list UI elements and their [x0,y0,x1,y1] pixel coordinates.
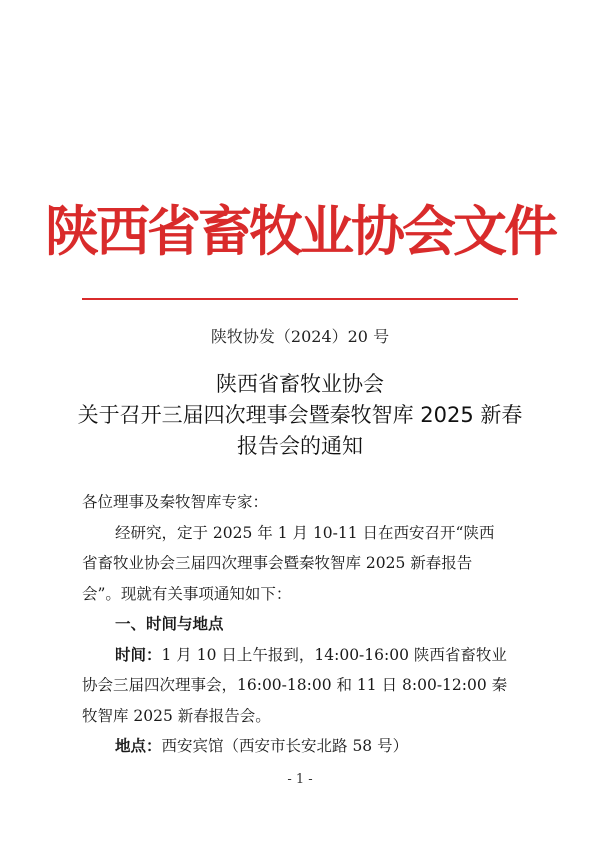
paragraph-1-line-1: 经研究，定于 2025 年 1 月 10-11 日在西安召开“陕西 [115,523,495,542]
title-line-1: 陕西省畜牧业协会 [216,372,384,396]
page-number: - 1 - [287,772,313,787]
document-title [0,369,600,462]
place-line [82,731,522,762]
time-line-3: 牧智库 2025 新春报告会。 [82,706,271,725]
title-line-2: 关于召开三届四次理事会暨秦牧智库 2025 新春 [77,403,523,427]
document-number: 陕牧协发（2024）20 号 [210,327,390,346]
paragraph-1-line-3: 会”。现就有关事项通知如下： [82,584,292,603]
time-line-1 [82,640,522,671]
organization-header-title: 陕西省畜牧业协会文件 [45,199,555,263]
title-line-3: 报告会的通知 [237,434,363,458]
time-line-2: 协会三届四次理事会，16:00-18:00 和 11 日 8:00-12:00 秦 [82,676,508,694]
place-label: 地点： [115,737,162,755]
time-label: 时间： [115,645,162,664]
document-body [82,487,522,762]
header-red-rule [82,298,518,300]
time-text-1: 1 月 10 日上午报到，14:00-16:00 陕西省畜牧业 [161,645,507,664]
paragraph-1-line-2: 省畜牧业协会三届四次理事会暨秦牧智库 2025 新春报告 [82,554,473,572]
section-1-heading: 一、时间与地点 [115,615,224,633]
salutation: 各位理事及秦牧智库专家： [82,493,269,511]
place-text: 西安宾馆（西安市长安北路 58 号） [161,737,409,755]
